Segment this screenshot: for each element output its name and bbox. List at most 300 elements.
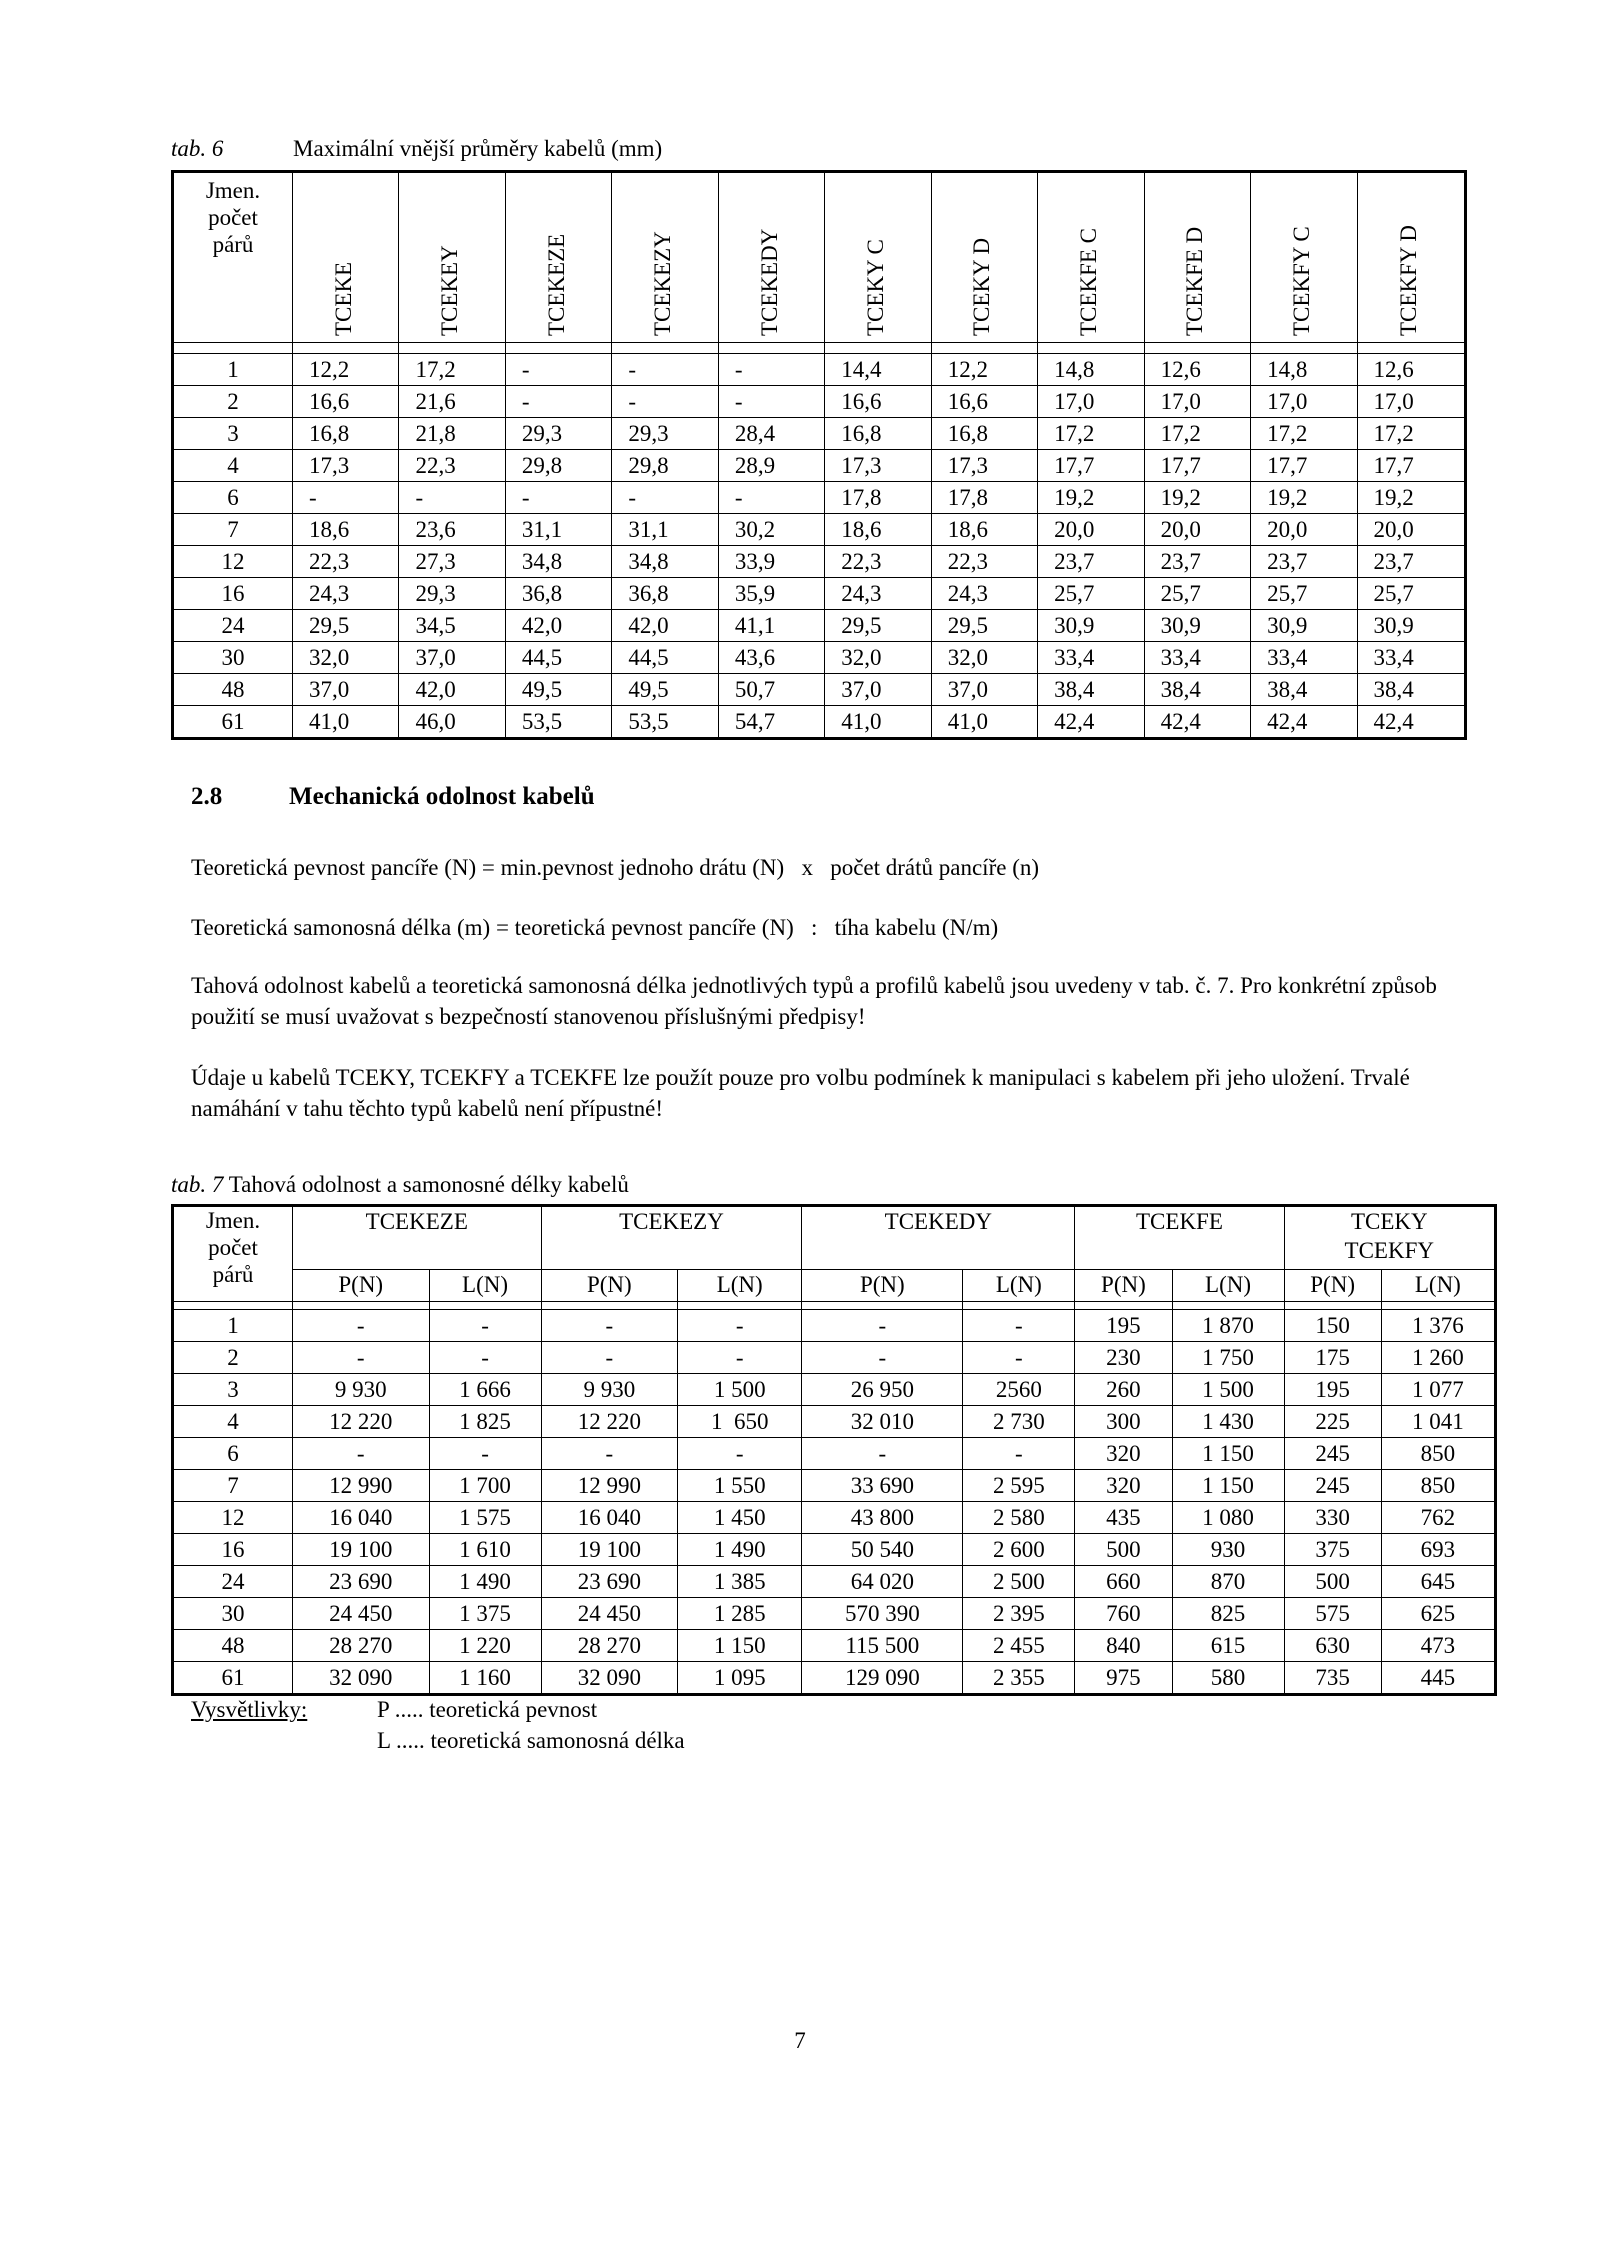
table7-value-cell: 1 041 — [1381, 1406, 1495, 1438]
table7-value-cell: 19 100 — [541, 1534, 678, 1566]
table6-value-cell: - — [718, 482, 824, 514]
table6-value-cell: 30,9 — [1038, 610, 1144, 642]
table7-pairs-cell: 4 — [173, 1406, 293, 1438]
section-number: 2.8 — [191, 783, 223, 810]
table7-value-cell: 1 750 — [1172, 1342, 1284, 1374]
table7-value-cell: 1 077 — [1381, 1374, 1495, 1406]
table6-value-cell: 38,4 — [1251, 674, 1357, 706]
table6-value-cell: 19,2 — [1038, 482, 1144, 514]
table7-value-cell: 2560 — [963, 1374, 1075, 1406]
table7-value-cell: 175 — [1284, 1342, 1381, 1374]
table6-pairs-cell: 3 — [173, 418, 293, 450]
table7-value-cell: 1 150 — [1172, 1470, 1284, 1502]
table7-group-header: TCEKEDY — [802, 1206, 1075, 1270]
table7-header-pairs — [173, 1206, 293, 1302]
table7-pairs-cell: 6 — [173, 1438, 293, 1470]
table7-header-line: počet — [208, 1235, 258, 1260]
table6-value-cell: 17,3 — [825, 450, 931, 482]
table7-value-cell: 473 — [1381, 1630, 1495, 1662]
table7-sub-header-l: L(N) — [1381, 1270, 1495, 1302]
table6-value-cell: 32,0 — [825, 642, 931, 674]
table7-row — [173, 1438, 1496, 1470]
table7-pairs-cell: 24 — [173, 1566, 293, 1598]
table7-value-cell: 445 — [1381, 1662, 1495, 1695]
table6-row — [173, 546, 1466, 578]
table6-header-line: Jmen. — [205, 178, 261, 203]
table6-value-cell: - — [399, 482, 505, 514]
table6-pairs-cell: 30 — [173, 642, 293, 674]
table6-value-cell: 20,0 — [1357, 514, 1465, 546]
table6-value-cell: 43,6 — [718, 642, 824, 674]
table6-value-cell: 34,8 — [505, 546, 611, 578]
table6-pairs-cell: 7 — [173, 514, 293, 546]
table6-value-cell: 25,7 — [1144, 578, 1250, 610]
table7-value-cell: 2 500 — [963, 1566, 1075, 1598]
table7-value-cell: - — [678, 1342, 802, 1374]
table7-value-cell: - — [802, 1438, 963, 1470]
table7-value-cell: 570 390 — [802, 1598, 963, 1630]
table7-spacer-row — [173, 1302, 1496, 1310]
table7-pairs-cell: 61 — [173, 1662, 293, 1695]
table7-value-cell: 500 — [1284, 1566, 1381, 1598]
table7-value-cell: 260 — [1075, 1374, 1172, 1406]
table6-value-cell: 17,2 — [1251, 418, 1357, 450]
table7-value-cell: 580 — [1172, 1662, 1284, 1695]
table7-caption — [171, 1172, 629, 1198]
table7-value-cell: 64 020 — [802, 1566, 963, 1598]
table7-row — [173, 1662, 1496, 1695]
table7-value-cell: 320 — [1075, 1470, 1172, 1502]
table7-value-cell: 2 600 — [963, 1534, 1075, 1566]
table7-value-cell: 32 090 — [541, 1662, 678, 1695]
table6-value-cell: 44,5 — [612, 642, 718, 674]
table7-value-cell: 1 825 — [429, 1406, 541, 1438]
table6-pairs-cell: 48 — [173, 674, 293, 706]
table7-value-cell: 330 — [1284, 1502, 1381, 1534]
table6-row — [173, 482, 1466, 514]
table7-pairs-cell: 48 — [173, 1630, 293, 1662]
table6-value-cell: 22,3 — [931, 546, 1037, 578]
table7-value-cell: 2 595 — [963, 1470, 1075, 1502]
table6-value-cell: 24,3 — [825, 578, 931, 610]
table7-group-header: TCEKEZY — [541, 1206, 802, 1270]
table6-pairs-cell: 16 — [173, 578, 293, 610]
table6-value-cell: 53,5 — [505, 706, 611, 739]
table6-value-cell: 41,0 — [293, 706, 399, 739]
table7-sub-header-l: L(N) — [429, 1270, 541, 1302]
table6-value-cell: 34,8 — [612, 546, 718, 578]
table7-value-cell: 575 — [1284, 1598, 1381, 1630]
table7-value-cell: 50 540 — [802, 1534, 963, 1566]
table6-col-header: TCEKFE C — [1038, 172, 1144, 343]
table7-value-cell: - — [802, 1310, 963, 1342]
table7-row — [173, 1630, 1496, 1662]
table6-pairs-cell: 4 — [173, 450, 293, 482]
table6-value-cell: 22,3 — [293, 546, 399, 578]
table6-value-cell: 29,3 — [399, 578, 505, 610]
table7-value-cell: 615 — [1172, 1630, 1284, 1662]
legend-label: Vysvětlivky: — [191, 1697, 308, 1722]
table7-value-cell: 43 800 — [802, 1502, 963, 1534]
table6-value-cell: - — [612, 482, 718, 514]
table7-value-cell: 300 — [1075, 1406, 1172, 1438]
table6-value-cell: 29,8 — [612, 450, 718, 482]
table6-value-cell: 23,6 — [399, 514, 505, 546]
table6-value-cell: 29,3 — [505, 418, 611, 450]
section-heading — [191, 783, 595, 811]
table7-value-cell: 1 376 — [1381, 1310, 1495, 1342]
table6-value-cell: 22,3 — [825, 546, 931, 578]
table7-value-cell: 9 930 — [541, 1374, 678, 1406]
table6-value-cell: 42,4 — [1251, 706, 1357, 739]
table7-value-cell: 24 450 — [541, 1598, 678, 1630]
table6-value-cell: 30,9 — [1357, 610, 1465, 642]
table6-value-cell: 42,4 — [1144, 706, 1250, 739]
table6-value-cell: 29,5 — [825, 610, 931, 642]
table7-value-cell: 975 — [1075, 1662, 1172, 1695]
table6-value-cell: 30,2 — [718, 514, 824, 546]
table6-value-cell: 32,0 — [293, 642, 399, 674]
table6-col-header: TCEKFY D — [1357, 172, 1465, 343]
table6-value-cell: 32,0 — [931, 642, 1037, 674]
table6-spacer-row — [173, 343, 1466, 354]
table7-value-cell: - — [963, 1310, 1075, 1342]
table7-value-cell: 1 500 — [678, 1374, 802, 1406]
table6-value-cell: 42,0 — [399, 674, 505, 706]
table6-value-cell: 25,7 — [1251, 578, 1357, 610]
table7-value-cell: 760 — [1075, 1598, 1172, 1630]
legend-item-p: P ..... teoretická pevnost — [377, 1697, 598, 1722]
page-number: 7 — [794, 2028, 806, 2053]
table7-value-cell: 435 — [1075, 1502, 1172, 1534]
table7-value-cell: 1 650 — [678, 1406, 802, 1438]
table6-value-cell: 12,2 — [931, 354, 1037, 386]
table7-value-cell: 12 220 — [293, 1406, 430, 1438]
table7-value-cell: - — [429, 1310, 541, 1342]
table6-value-cell: 17,2 — [399, 354, 505, 386]
table6-value-cell: 20,0 — [1144, 514, 1250, 546]
table7-body — [173, 1302, 1496, 1695]
table6-value-cell: 17,3 — [293, 450, 399, 482]
table7-value-cell: 1 450 — [678, 1502, 802, 1534]
table7-title: Tahová odolnost a samonosné délky kabelů — [228, 1172, 629, 1197]
table6-value-cell: 30,9 — [1144, 610, 1250, 642]
table6-pairs-cell: 12 — [173, 546, 293, 578]
table6-value-cell: - — [612, 386, 718, 418]
table7-value-cell: 24 450 — [293, 1598, 430, 1630]
table6-value-cell: 14,4 — [825, 354, 931, 386]
table6-value-cell: 28,4 — [718, 418, 824, 450]
paragraph-handling-note: Údaje u kabelů TCEKY, TCEKFY a TCEKFE lze použít pouze pro volbu podmínek k manipulaci s kabelem při jeho uložení. Trvalé namáhání v tahu těchto typů kabelů není přípustné! — [191, 1065, 1410, 1121]
table7-value-cell: - — [293, 1342, 430, 1374]
table7-value-cell: 129 090 — [802, 1662, 963, 1695]
table6-value-cell: 20,0 — [1038, 514, 1144, 546]
table7-value-cell: 245 — [1284, 1470, 1381, 1502]
table6-value-cell: 49,5 — [505, 674, 611, 706]
table7-value-cell: 12 990 — [541, 1470, 678, 1502]
table7-value-cell: 16 040 — [541, 1502, 678, 1534]
table7-value-cell: 1 666 — [429, 1374, 541, 1406]
table7-value-cell: - — [963, 1438, 1075, 1470]
table7-value-cell: 1 080 — [1172, 1502, 1284, 1534]
table6-row — [173, 514, 1466, 546]
table6-value-cell: 42,4 — [1357, 706, 1465, 739]
table6-col-header: TCEKFY C — [1251, 172, 1357, 343]
table7-value-cell: 1 490 — [678, 1534, 802, 1566]
table6-value-cell: 25,7 — [1357, 578, 1465, 610]
table6-value-cell: - — [718, 386, 824, 418]
table6-value-cell: 42,4 — [1038, 706, 1144, 739]
table6-col-header: TCEKFE D — [1144, 172, 1250, 343]
table7-sub-header-l: L(N) — [1172, 1270, 1284, 1302]
table7-value-cell: - — [293, 1438, 430, 1470]
table6-value-cell: 33,4 — [1038, 642, 1144, 674]
table7-value-cell: 16 040 — [293, 1502, 430, 1534]
table7-row — [173, 1310, 1496, 1342]
legend — [191, 1694, 685, 1756]
formula-armour-strength: Teoretická pevnost pancíře (N) = min.pevnost jednoho drátu (N) x počet drátů pancíře (n) — [191, 855, 1040, 880]
table7-group-header: TCEKY TCEKFY — [1284, 1206, 1495, 1270]
table6-value-cell: 22,3 — [399, 450, 505, 482]
table7-value-cell: 762 — [1381, 1502, 1495, 1534]
table7-value-cell: 2 730 — [963, 1406, 1075, 1438]
table7-value-cell: 870 — [1172, 1566, 1284, 1598]
table7-value-cell: 2 455 — [963, 1630, 1075, 1662]
table7-value-cell: - — [429, 1438, 541, 1470]
table6-header-line: počet — [208, 205, 258, 230]
table6-value-cell: 14,8 — [1251, 354, 1357, 386]
table7-value-cell: - — [429, 1342, 541, 1374]
table7-value-cell: 320 — [1075, 1438, 1172, 1470]
table6-value-cell: 33,4 — [1357, 642, 1465, 674]
table6-value-cell: 12,6 — [1144, 354, 1250, 386]
table6-value-cell: 42,0 — [505, 610, 611, 642]
table7-value-cell: - — [541, 1310, 678, 1342]
table6-col-header: TCEKEDY — [718, 172, 824, 343]
table7-sub-header-l: L(N) — [678, 1270, 802, 1302]
table7-value-cell: - — [678, 1310, 802, 1342]
table6-row — [173, 386, 1466, 418]
table6-value-cell: 29,8 — [505, 450, 611, 482]
table7-value-cell: 693 — [1381, 1534, 1495, 1566]
table7-group-header-row — [173, 1206, 1496, 1270]
table6-value-cell: 41,1 — [718, 610, 824, 642]
table6-value-cell: 16,8 — [825, 418, 931, 450]
table7-value-cell: 1 375 — [429, 1598, 541, 1630]
table7-value-cell: 1 575 — [429, 1502, 541, 1534]
table6-row — [173, 578, 1466, 610]
table7-row — [173, 1534, 1496, 1566]
table6-col-header: TCEKEY — [399, 172, 505, 343]
table7-row — [173, 1598, 1496, 1630]
table6-row — [173, 706, 1466, 739]
table6-col-header: TCEKEZY — [612, 172, 718, 343]
table7-value-cell: 1 500 — [1172, 1374, 1284, 1406]
table6-value-cell: 19,2 — [1251, 482, 1357, 514]
table6-pairs-cell: 6 — [173, 482, 293, 514]
table6-value-cell: 17,2 — [1357, 418, 1465, 450]
table7-value-cell: 1 220 — [429, 1630, 541, 1662]
table7-value-cell: 645 — [1381, 1566, 1495, 1598]
table6-row — [173, 674, 1466, 706]
table7-row — [173, 1502, 1496, 1534]
table6-value-cell: 27,3 — [399, 546, 505, 578]
table6-value-cell: 17,8 — [825, 482, 931, 514]
table7-value-cell: 245 — [1284, 1438, 1381, 1470]
table7-sub-header-row — [173, 1270, 1496, 1302]
table6-value-cell: 17,7 — [1251, 450, 1357, 482]
table6-col-header: TCEKY C — [825, 172, 931, 343]
table6-value-cell: 41,0 — [931, 706, 1037, 739]
table6-col-header: TCEKE — [293, 172, 399, 343]
table7-value-cell: 1 095 — [678, 1662, 802, 1695]
table6-value-cell: 17,0 — [1251, 386, 1357, 418]
table7-value-cell: 850 — [1381, 1438, 1495, 1470]
table6-value-cell: - — [293, 482, 399, 514]
table6-row — [173, 610, 1466, 642]
table7-value-cell: 23 690 — [293, 1566, 430, 1598]
table7-value-cell: 1 150 — [678, 1630, 802, 1662]
table7-value-cell: 1 430 — [1172, 1406, 1284, 1438]
table6-value-cell: 37,0 — [293, 674, 399, 706]
table7-value-cell: 2 395 — [963, 1598, 1075, 1630]
table7-value-cell: 1 490 — [429, 1566, 541, 1598]
table6-value-cell: 12,2 — [293, 354, 399, 386]
table7-value-cell: 1 550 — [678, 1470, 802, 1502]
table7-value-cell: 1 160 — [429, 1662, 541, 1695]
table7-value-cell: 12 990 — [293, 1470, 430, 1502]
table7-sub-header-p: P(N) — [802, 1270, 963, 1302]
table6-value-cell: 21,6 — [399, 386, 505, 418]
table6-pairs-cell: 1 — [173, 354, 293, 386]
table7-pairs-cell: 1 — [173, 1310, 293, 1342]
table7-value-cell: 2 580 — [963, 1502, 1075, 1534]
table6-body — [173, 343, 1466, 739]
table7-pairs-cell: 2 — [173, 1342, 293, 1374]
table6-value-cell: 16,6 — [825, 386, 931, 418]
table6-value-cell: 50,7 — [718, 674, 824, 706]
table7-sub-header-p: P(N) — [541, 1270, 678, 1302]
table7-header-line: párů — [212, 1262, 254, 1287]
table7-value-cell: 230 — [1075, 1342, 1172, 1374]
table7-value-cell: 28 270 — [293, 1630, 430, 1662]
table6-header-row — [173, 172, 1466, 343]
table7-value-cell: 625 — [1381, 1598, 1495, 1630]
table7-value-cell: - — [963, 1342, 1075, 1374]
table6-value-cell: 54,7 — [718, 706, 824, 739]
table7-value-cell: 150 — [1284, 1310, 1381, 1342]
table7-value-cell: 32 090 — [293, 1662, 430, 1695]
table6-value-cell: 19,2 — [1357, 482, 1465, 514]
table6-value-cell: 36,8 — [505, 578, 611, 610]
table6-title: Maximální vnější průměry kabelů (mm) — [293, 136, 663, 161]
table6-value-cell: - — [718, 354, 824, 386]
table6-value-cell: 49,5 — [612, 674, 718, 706]
table7-label: tab. 7 — [171, 1172, 224, 1197]
table6-value-cell: 25,7 — [1038, 578, 1144, 610]
table7-tensile-strength — [171, 1204, 1497, 1696]
table7-group-header: TCEKEZE — [293, 1206, 542, 1270]
table7-value-cell: - — [541, 1342, 678, 1374]
table6-col-header: TCEKY D — [931, 172, 1037, 343]
table6-value-cell: 16,8 — [293, 418, 399, 450]
table7-value-cell: - — [802, 1342, 963, 1374]
table6-value-cell: 24,3 — [293, 578, 399, 610]
table7-value-cell: - — [293, 1310, 430, 1342]
table6-value-cell: 33,4 — [1144, 642, 1250, 674]
table7-value-cell: 2 355 — [963, 1662, 1075, 1695]
table7-value-cell: 1 385 — [678, 1566, 802, 1598]
table7-pairs-cell: 16 — [173, 1534, 293, 1566]
table6-value-cell: 18,6 — [931, 514, 1037, 546]
table6-value-cell: - — [505, 482, 611, 514]
table6-value-cell: 23,7 — [1357, 546, 1465, 578]
table6-value-cell: 23,7 — [1038, 546, 1144, 578]
table6-value-cell: 33,9 — [718, 546, 824, 578]
table6-value-cell: 14,8 — [1038, 354, 1144, 386]
table6-value-cell: - — [612, 354, 718, 386]
table6-value-cell: - — [505, 386, 611, 418]
table6-value-cell: 37,0 — [825, 674, 931, 706]
table6-value-cell: 17,0 — [1144, 386, 1250, 418]
table6-value-cell: 24,3 — [931, 578, 1037, 610]
table7-value-cell: 500 — [1075, 1534, 1172, 1566]
table6-value-cell: 17,8 — [931, 482, 1037, 514]
table7-value-cell: 850 — [1381, 1470, 1495, 1502]
table6-value-cell: - — [505, 354, 611, 386]
table6-value-cell: 18,6 — [293, 514, 399, 546]
table6-value-cell: 37,0 — [399, 642, 505, 674]
table7-value-cell: 1 610 — [429, 1534, 541, 1566]
table7-sub-header-p: P(N) — [1284, 1270, 1381, 1302]
table6-value-cell: 18,6 — [825, 514, 931, 546]
table6-value-cell: 29,5 — [293, 610, 399, 642]
table6-value-cell: 23,7 — [1251, 546, 1357, 578]
table6-value-cell: 30,9 — [1251, 610, 1357, 642]
table7-value-cell: 1 285 — [678, 1598, 802, 1630]
table6-value-cell: 17,7 — [1357, 450, 1465, 482]
table7-value-cell: - — [541, 1438, 678, 1470]
table6-value-cell: 53,5 — [612, 706, 718, 739]
table6-pairs-cell: 2 — [173, 386, 293, 418]
table6-value-cell: 35,9 — [718, 578, 824, 610]
table6-value-cell: 20,0 — [1251, 514, 1357, 546]
table6-value-cell: 23,7 — [1144, 546, 1250, 578]
table6-row — [173, 450, 1466, 482]
table7-value-cell: 12 220 — [541, 1406, 678, 1438]
table7-pairs-cell: 3 — [173, 1374, 293, 1406]
table6-value-cell: 28,9 — [718, 450, 824, 482]
table7-value-cell: 1 150 — [1172, 1438, 1284, 1470]
table6-col-header: TCEKEZE — [505, 172, 611, 343]
section-title: Mechanická odolnost kabelů — [289, 783, 595, 810]
table6-value-cell: 41,0 — [825, 706, 931, 739]
table7-value-cell: 9 930 — [293, 1374, 430, 1406]
legend-row — [191, 1694, 685, 1725]
table7-group-header: TCEKFE — [1075, 1206, 1284, 1270]
legend-item-l: L ..... teoretická samonosná délka — [377, 1728, 685, 1753]
table6-value-cell: 38,4 — [1357, 674, 1465, 706]
table7-value-cell: 195 — [1284, 1374, 1381, 1406]
table6-value-cell: 17,0 — [1357, 386, 1465, 418]
table6-value-cell: 44,5 — [505, 642, 611, 674]
table6-value-cell: 12,6 — [1357, 354, 1465, 386]
table7-value-cell: 195 — [1075, 1310, 1172, 1342]
table7-sub-header-p: P(N) — [293, 1270, 430, 1302]
table7-row — [173, 1374, 1496, 1406]
table7-value-cell: 375 — [1284, 1534, 1381, 1566]
table7-row — [173, 1470, 1496, 1502]
